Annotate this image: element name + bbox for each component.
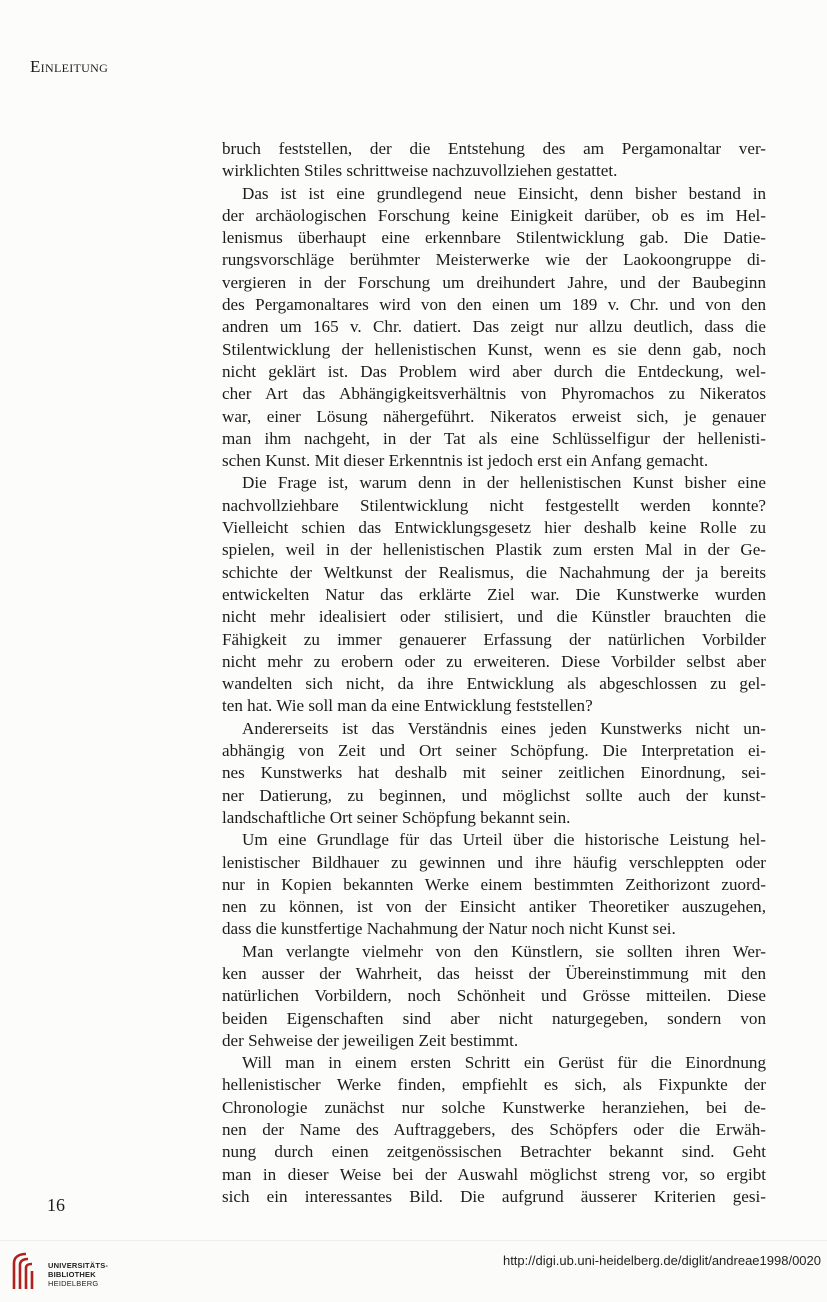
text-line: der archäologischen Forschung keine Einigkeit darüber, ob es im Hel- xyxy=(222,205,766,225)
logo-line-3: HEIDELBERG xyxy=(48,1279,99,1288)
text-line: Man verlangte vielmehr von den Künstlern, sie sollten ihren Wer- xyxy=(242,941,766,961)
text-line: nur in Kopien bekannten Werke einem bestimmten Zeithorizont zuord- xyxy=(222,874,766,894)
text-line: man in dieser Weise bei der Auswahl möglichst streng vor, so ergibt xyxy=(222,1164,766,1184)
text-line: nicht mehr idealisiert oder stilisiert, und die Künstler brauchten die xyxy=(222,607,766,627)
text-line: bruch feststellen, der die Entstehung des am Pergamonaltar ver- xyxy=(222,139,766,158)
text-line: lenistischer Bildhauer zu gewinnen und ihre häufig verschleppten oder xyxy=(222,852,766,872)
source-url-link[interactable]: http://digi.ub.uni-heidelberg.de/diglit/andreae1998/0020 xyxy=(502,1253,821,1268)
running-header: Einleitung xyxy=(30,57,109,76)
text-line: andren um 165 v. Chr. datiert. Das zeigt nur allzu deutlich, dass die xyxy=(222,317,766,337)
text-line: nen zu können, ist von der Einsicht antiker Theoretiker auszugehen, xyxy=(222,897,766,917)
text-line: Vielleicht schien das Entwicklungsgesetz hier deshalb keine Rolle zu xyxy=(222,518,766,538)
text-line: nicht geklärt ist. Das Problem wird aber durch die Entdeckung, wel- xyxy=(222,361,766,381)
library-logo-text xyxy=(48,1261,108,1288)
text-line: Stilentwicklung der hellenistischen Kunst, wenn es sie denn gab, noch xyxy=(222,339,766,359)
text-line: schichte der Weltkunst der Realismus, die Nachahmung der ja bereits xyxy=(222,562,766,582)
text-line: abhängig von Zeit und Ort seiner Schöpfung. Die Interpretation ei- xyxy=(222,741,766,761)
text-line: Andererseits ist das Verständnis eines jeden Kunstwerks nicht un- xyxy=(242,718,766,738)
text-line: dass die kunstfertige Nachahmung der Natur noch nicht Kunst sei. xyxy=(222,919,676,939)
body-text xyxy=(222,138,766,1208)
text-line: nen der Name des Auftraggebers, des Schöpfers oder die Erwäh- xyxy=(222,1120,766,1140)
text-line: ken ausser der Wahrheit, das heisst der Übereinstimmung mit den xyxy=(222,963,766,983)
text-line: vergieren in der Forschung um dreihundert Jahre, und der Baubeginn xyxy=(222,272,766,292)
text-line: lenismus überhaupt eine erkennbare Stilentwicklung gab. Die Datie- xyxy=(222,228,766,248)
text-line: landschaftliche Ort seiner Schöpfung bekannt sein. xyxy=(222,807,571,827)
text-line: Das ist ist eine grundlegend neue Einsicht, denn bisher bestand in xyxy=(242,183,766,203)
text-line: ner Datierung, zu beginnen, und möglichst sollte auch der kunst- xyxy=(222,785,766,805)
text-line: wirklichten Stiles schrittweise nachzuvollziehen gestattet. xyxy=(222,161,618,181)
logo-line-1: UNIVERSITÄTS- xyxy=(48,1261,109,1270)
text-line: nicht mehr zu erobern oder zu erweiteren. Diese Vorbilder selbst aber xyxy=(222,651,766,671)
text-line: beiden Eigenschaften sind aber nicht naturgegeben, sondern von xyxy=(222,1008,766,1028)
text-line: war, einer Lösung nähergeführt. Nikeratos erweist sich, je genauer xyxy=(222,406,766,426)
text-line: man ihm nachgeht, in der Tat als eine Schlüsselfigur der hellenisti- xyxy=(222,428,766,448)
footer-bar xyxy=(0,1240,827,1302)
text-line: entwickelten Natur das erklärte Ziel war. Die Kunstwerke wurden xyxy=(222,584,766,604)
text-line: hellenistischer Werke finden, empfiehlt es sich, als Fixpunkte der xyxy=(222,1075,766,1095)
logo-line-2: BIBLIOTHEK xyxy=(48,1270,96,1279)
text-line: ten hat. Wie soll man da eine Entwicklung feststellen? xyxy=(222,696,593,716)
text-line: Fähigkeit zu immer genauerer Erfassung der natürlichen Vorbilder xyxy=(222,629,766,649)
text-line: cher Art das Abhängigkeitsverhältnis von Phyromachos zu Nikeratos xyxy=(222,384,766,404)
text-line: der Sehweise der jeweiligen Zeit bestimmt. xyxy=(222,1030,519,1050)
library-logo[interactable] xyxy=(10,1251,120,1291)
text-line: Chronologie zunächst nur solche Kunstwerke heranziehen, bei de- xyxy=(222,1097,766,1117)
text-line: natürlichen Vorbildern, noch Schönheit und Grösse mitteilen. Diese xyxy=(222,986,766,1006)
text-line: rungsvorschläge berühmter Meisterwerke wie der Laokoongruppe di- xyxy=(222,250,766,270)
text-line: nachvollziehbare Stilentwicklung nicht festgestellt werden konnte? xyxy=(222,495,766,515)
text-line: spielen, weil in der hellenistischen Plastik zum ersten Mal in der Ge- xyxy=(222,540,766,560)
text-line: nung durch einen zeitgenössischen Betrachter bekannt sind. Geht xyxy=(222,1142,766,1162)
text-line: Will man in einem ersten Schritt ein Gerüst für die Einordnung xyxy=(242,1053,766,1073)
text-line: Um eine Grundlage für das Urteil über die historische Leistung hel- xyxy=(242,830,766,850)
page-number: 16 xyxy=(47,1195,65,1215)
text-line: schen Kunst. Mit dieser Erkenntnis ist jedoch erst ein Anfang gemacht. xyxy=(222,451,709,471)
text-line: Die Frage ist, warum denn in der hellenistischen Kunst bisher eine xyxy=(242,473,766,493)
text-line: nes Kunstwerks hat deshalb mit seiner zeitlichen Einordnung, sei- xyxy=(222,763,766,783)
text-line: wandelten sich nicht, da ihre Entwicklung als abgeschlossen zu gel- xyxy=(222,674,766,694)
text-line: des Pergamonaltares wird von den einen um 189 v. Chr. und von den xyxy=(222,295,766,315)
text-line: sich ein interessantes Bild. Die aufgrund äusserer Kriterien gesi- xyxy=(222,1186,766,1206)
library-logo-icon xyxy=(10,1251,42,1291)
